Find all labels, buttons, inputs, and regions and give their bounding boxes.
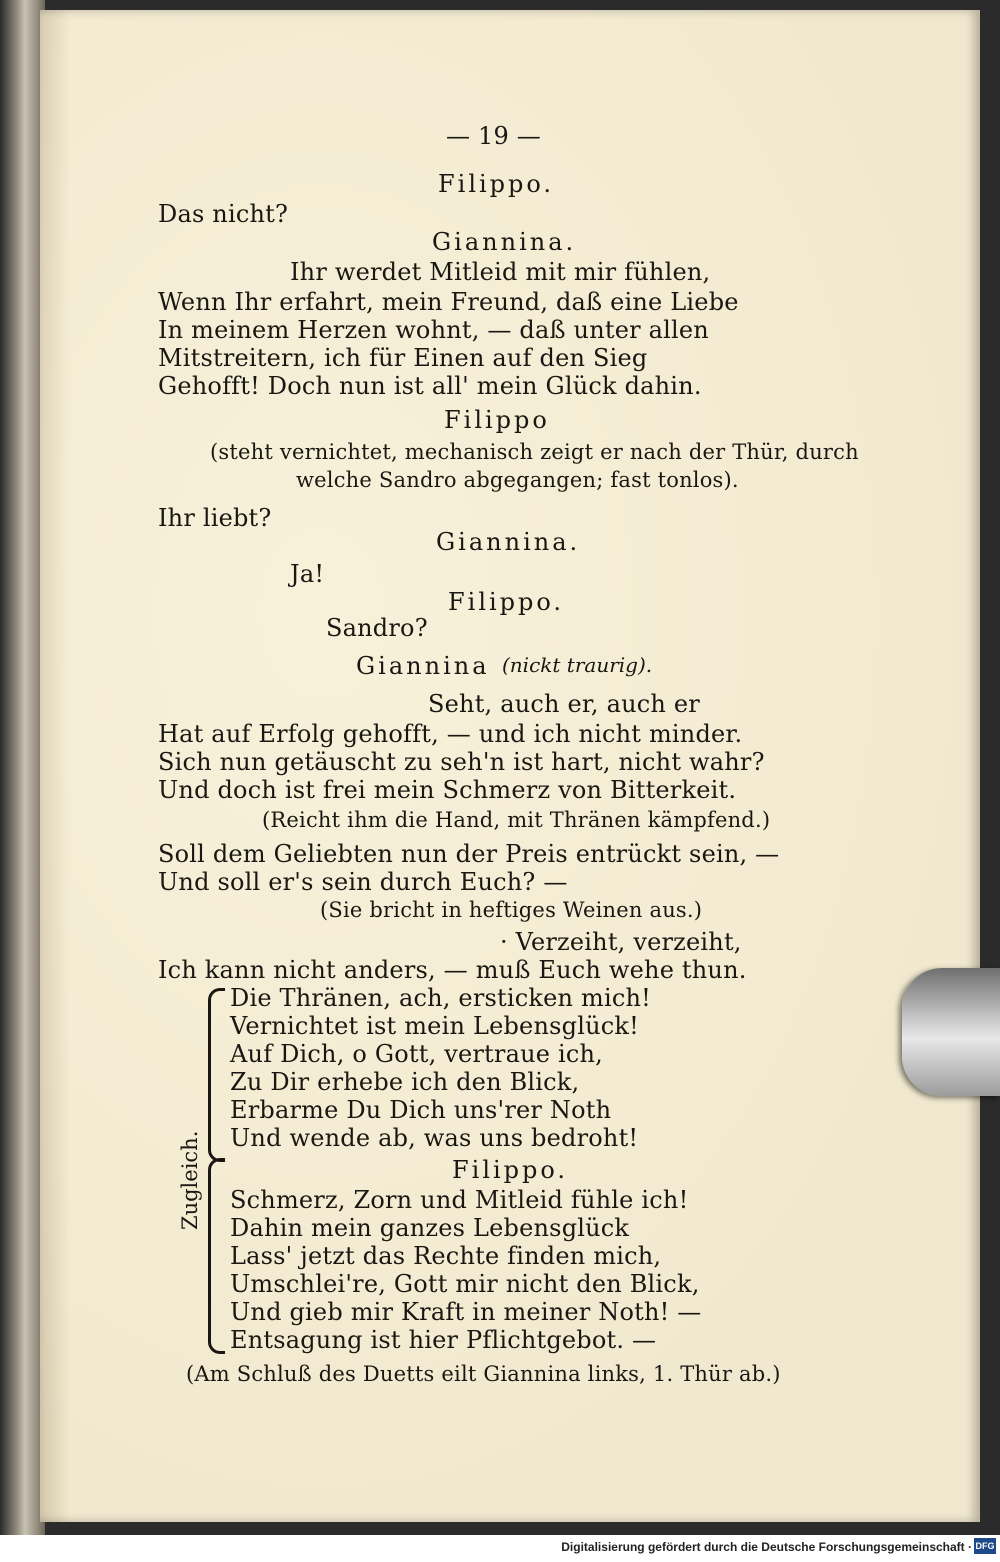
verse-line: Schmerz, Zorn und Mitleid fühle ich! xyxy=(230,1186,689,1214)
verse-line: Gehofft! Doch nun ist all' mein Glück dahin. xyxy=(158,372,702,400)
verse-line: Wenn Ihr erfahrt, mein Freund, daß eine Liebe xyxy=(158,288,739,316)
verse-line: Soll dem Geliebten nun der Preis entrückt sein, — xyxy=(158,840,780,868)
verse-line: Und wende ab, was uns bedroht! xyxy=(230,1124,639,1152)
footer-credit: Digitalisierung gefördert durch die Deutsche Forschungsgemeinschaft · xyxy=(561,1540,972,1554)
stage-direction: (Reicht ihm die Hand, mit Thränen kämpfend.) xyxy=(262,808,771,832)
margin-note: Zugleich. xyxy=(178,1130,202,1230)
book-binding xyxy=(0,0,45,1535)
speaker-label: Filippo. xyxy=(438,170,555,198)
thumb-tab xyxy=(902,968,1000,1096)
verse-line: Erbarme Du Dich uns'rer Noth xyxy=(230,1096,612,1124)
verse-line: Ihr werdet Mitleid mit mir fühlen, xyxy=(290,258,711,286)
stage-direction: (nickt traurig). xyxy=(502,653,653,677)
verse-line: Ich kann nicht anders, — muß Euch wehe thun. xyxy=(158,956,747,984)
verse-line: Umschlei're, Gott mir nicht den Blick, xyxy=(230,1270,700,1298)
page-number: — 19 — xyxy=(446,122,541,150)
speaker-label: Filippo xyxy=(444,406,550,434)
duet-brace-upper xyxy=(208,988,225,1162)
dfg-logo: DFG xyxy=(974,1538,996,1554)
verse-line: Dahin mein ganzes Lebensglück xyxy=(230,1214,630,1242)
verse-line: · Verzeiht, verzeiht, xyxy=(500,928,742,956)
verse-line: Die Thränen, ach, ersticken mich! xyxy=(230,984,651,1012)
verse-line: Sandro? xyxy=(326,614,428,642)
verse-line: Und gieb mir Kraft in meiner Noth! — xyxy=(230,1298,702,1326)
verse-line: Ihr liebt? xyxy=(158,504,272,532)
verse-line: Das nicht? xyxy=(158,200,289,228)
speaker-label: Giannina. xyxy=(432,228,577,256)
verse-line: Ja! xyxy=(290,560,325,588)
speaker-label: Filippo. xyxy=(448,588,565,616)
duet-brace-lower xyxy=(208,1158,225,1354)
verse-line: Und doch ist frei mein Schmerz von Bitterkeit. xyxy=(158,776,737,804)
verse-line: Hat auf Erfolg gehofft, — und ich nicht minder. xyxy=(158,720,743,748)
verse-line: Sich nun getäuscht zu seh'n ist hart, nicht wahr? xyxy=(158,748,765,776)
stage-direction: (steht vernichtet, mechanisch zeigt er nach der Thür, durch xyxy=(210,440,859,464)
stage-direction: (Sie bricht in heftiges Weinen aus.) xyxy=(320,898,703,922)
verse-line: Mitstreitern, ich für Einen auf den Sieg xyxy=(158,344,648,372)
speaker-label: Giannina. xyxy=(436,528,581,556)
verse-line: Entsagung ist hier Pflichtgebot. — xyxy=(230,1326,657,1354)
verse-line: Vernichtet ist mein Lebensglück! xyxy=(230,1012,639,1040)
speaker-label: Giannina xyxy=(356,652,490,680)
verse-line: Seht, auch er, auch er xyxy=(428,690,700,718)
verse-line: Auf Dich, o Gott, vertraue ich, xyxy=(230,1040,603,1068)
verse-line: Und soll er's sein durch Euch? — xyxy=(158,868,568,896)
stage-direction: welche Sandro abgegangen; fast tonlos). xyxy=(296,468,739,492)
verse-line: Zu Dir erhebe ich den Blick, xyxy=(230,1068,580,1096)
verse-line: In meinem Herzen wohnt, — daß unter allen xyxy=(158,316,709,344)
verse-line: Lass' jetzt das Rechte finden mich, xyxy=(230,1242,662,1270)
speaker-label: Filippo. xyxy=(452,1156,569,1184)
footer-bar xyxy=(0,1535,1000,1562)
stage-direction: (Am Schluß des Duetts eilt Giannina links, 1. Thür ab.) xyxy=(186,1362,781,1386)
